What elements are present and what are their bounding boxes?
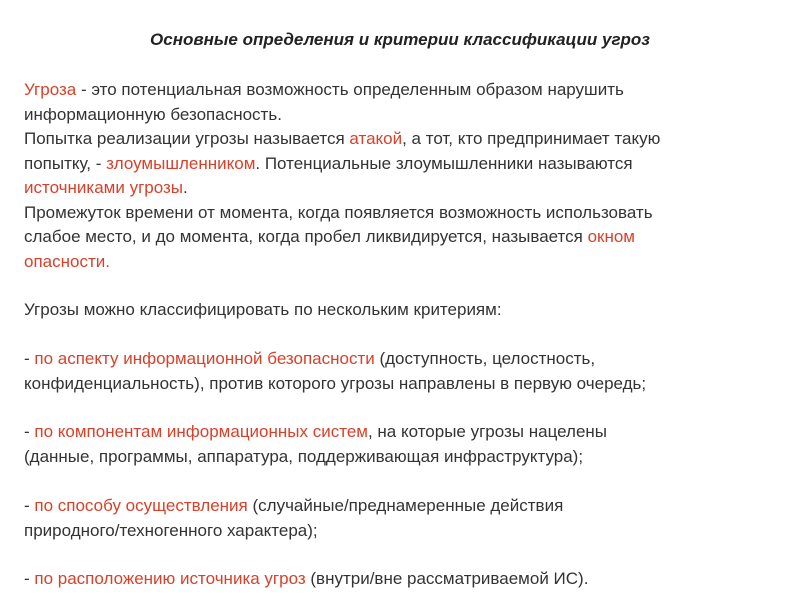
threat-text: - это потенциальная возможность определенным образом нарушить: [76, 80, 624, 99]
threat-line-1: [24, 78, 784, 103]
criterion-term: по расположению источника угроз: [34, 569, 306, 588]
attacker-term: злоумышленником: [106, 153, 256, 173]
criterion-term: по аспекту информационной безопасности: [34, 349, 375, 368]
criteria-intro: [24, 298, 784, 323]
attack-line: [24, 127, 784, 152]
window-line-2: [24, 225, 784, 250]
criterion-term: по компонентам информационных систем: [34, 422, 368, 441]
criterion-line-1: [24, 494, 784, 519]
criterion-item: [24, 494, 784, 543]
source-line: [24, 176, 784, 201]
criterion-dash: -: [24, 422, 35, 441]
criterion-item: [24, 347, 784, 396]
criterion-dash: -: [24, 569, 35, 588]
attacker-prefix: попытку, -: [24, 153, 107, 173]
criterion-line-1: [24, 567, 784, 592]
window-prefix: слабое место, и до момента, когда пробел ликвидируется, называется: [24, 227, 588, 246]
criterion-line-1: [24, 347, 784, 372]
criterion-item: [24, 420, 784, 469]
attack-suffix: , а тот, кто предпринимает такую: [402, 129, 661, 148]
source-suffix: .: [183, 178, 188, 197]
criterion-term: по способу осуществления: [34, 496, 248, 515]
attacker-line: [24, 152, 784, 177]
attack-prefix: Попытка реализации угрозы называется: [24, 129, 350, 148]
source-term: источниками угрозы: [24, 178, 184, 197]
definitions-paragraph: [24, 78, 784, 274]
criteria-intro-text: Угрозы можно классифицировать по нескольким критериям:: [24, 300, 502, 319]
window-line-1: Промежуток времени от момента, когда появляется возможность использовать: [24, 202, 653, 222]
attacker-suffix: . Потенциальные злоумышленники называются: [255, 153, 633, 173]
criterion-rest: (случайные/преднамеренные действия: [247, 496, 564, 515]
window-term-1: окном: [587, 227, 635, 246]
threat-line-2: информационную безопасность.: [24, 104, 282, 124]
criterion-line-1: [24, 420, 784, 445]
criterion-line-2: природного/техногенного характера);: [24, 520, 318, 540]
criterion-rest: (внутри/вне рассматриваемой ИС).: [305, 569, 589, 588]
criterion-item: [24, 567, 784, 592]
slide-title: Основные определения и критерии классификации угроз: [150, 30, 650, 49]
criterion-dash: -: [24, 349, 35, 368]
criterion-rest: (доступность, целостность,: [374, 349, 596, 368]
criterion-rest: , на которые угрозы нацелены: [367, 422, 608, 441]
attack-term: атакой: [349, 129, 403, 148]
criterion-dash: -: [24, 496, 35, 515]
threat-term: Угроза: [24, 80, 77, 99]
window-line-3: [24, 250, 784, 275]
window-term-2: опасности.: [24, 251, 110, 271]
criterion-line-2: (данные, программы, аппаратура, поддерживающая инфраструктура);: [24, 446, 584, 466]
criterion-line-2: конфиденциальность), против которого угрозы направлены в первую очередь;: [24, 373, 647, 393]
